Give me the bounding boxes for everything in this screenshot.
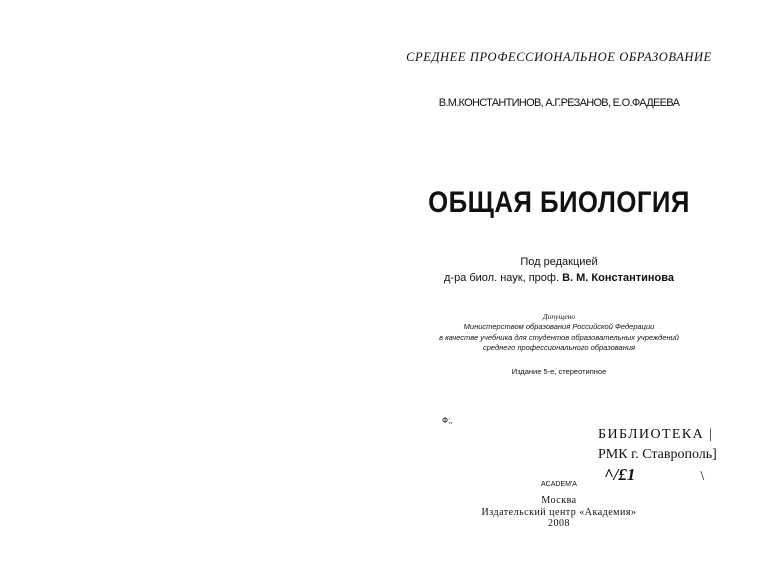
publisher-mark: ACADEM'A [541, 481, 577, 488]
edition-note: Издание 5-е, стереотипное [511, 367, 607, 376]
approval-line-4: среднего профессионального образования [483, 342, 635, 352]
series-heading: СРЕДНЕЕ ПРОФЕССИОНАЛЬНОЕ ОБРАЗОВАНИЕ [406, 50, 712, 64]
stray-mark: Ф;, [442, 416, 453, 425]
editor-name: В. М. Константинова [562, 272, 675, 284]
approval-line-2: Министерством образования Российской Федерации [463, 322, 655, 332]
authors-line: В.М.КОНСТАНТИНОВ, А.Г.РЕЗАНОВ, Е.О.ФАДЕЕВА [438, 97, 680, 109]
imprint-publisher: Издательский центр «Академия» [481, 506, 637, 518]
imprint-year: 2008 [548, 518, 570, 529]
editor-line-1: Под редакцией [520, 256, 598, 268]
approval-line-1: Допущено [542, 312, 576, 321]
stamp-number: ^/£1 [604, 465, 636, 484]
stamp-backslash: \ [700, 469, 705, 484]
stamp-line-2: РМК г. Ставрополь] [598, 447, 717, 462]
stamp-line-1: БИБЛИОТЕКА | [598, 427, 714, 442]
editor-credentials: д-ра биол. наук, проф. [443, 272, 560, 284]
library-stamp [598, 425, 717, 487]
editor-line-2 [400, 272, 718, 284]
imprint-block [400, 495, 718, 530]
approval-line-3: в качестве учебника для студентов образовательных учреждений [439, 332, 679, 342]
approval-block [400, 312, 718, 353]
book-title: ОБЩАЯ БИОЛОГИЯ [428, 186, 690, 219]
imprint-city: Москва [541, 495, 577, 506]
